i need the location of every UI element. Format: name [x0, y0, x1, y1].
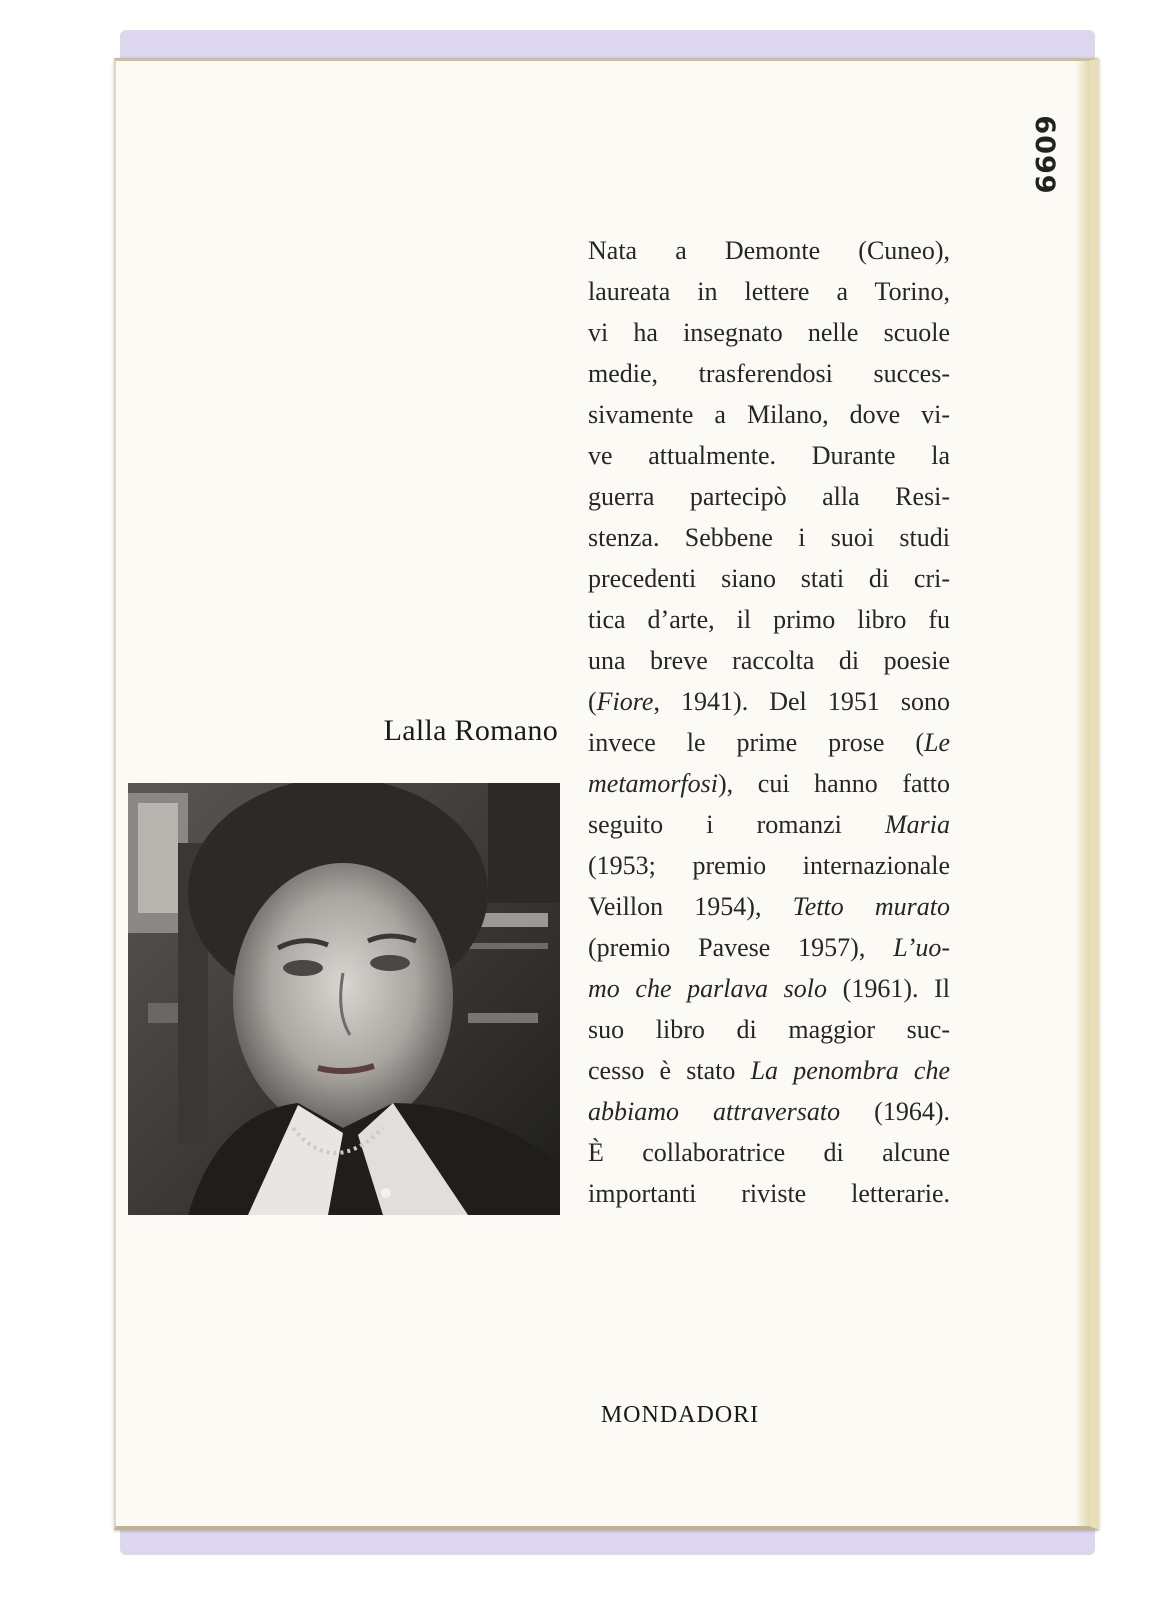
bio-text: (1953; premio internazionale [588, 851, 950, 880]
catalog-number: 6099 [1029, 115, 1061, 195]
bio-title-italic: Tetto murato [792, 892, 951, 921]
bio-text: cesso è stato [588, 1056, 751, 1085]
bio-text: guerra partecipò alla Resi- [588, 482, 950, 511]
bio-line [588, 394, 950, 435]
bio-line [588, 640, 950, 681]
bio-text: importanti riviste letterarie. [588, 1179, 950, 1208]
bio-text: vi ha insegnato nelle scuole [588, 318, 950, 347]
bio-line [588, 845, 950, 886]
bio-text: ), cui hanno fatto [718, 769, 950, 798]
bio-title-italic: Maria [885, 810, 950, 839]
bio-text: (1961). Il [827, 974, 950, 1003]
bio-text: È collaboratrice di alcune [588, 1138, 950, 1167]
bio-line [588, 763, 950, 804]
bio-line [588, 230, 950, 271]
bio-text: sivamente a Milano, dove vi- [588, 400, 950, 429]
bio-line [588, 558, 950, 599]
bio-text: ve attualmente. Durante la [588, 441, 950, 470]
bio-line [588, 1173, 950, 1214]
bio-line [588, 271, 950, 312]
publisher-name: MONDADORI [600, 1402, 760, 1428]
bio-text: suo libro di maggior suc- [588, 1015, 950, 1044]
cover-edge [1075, 61, 1089, 1526]
bio-line [588, 476, 950, 517]
bio-text: seguito i romanzi [588, 810, 885, 839]
author-biography [588, 230, 950, 1214]
bio-text: Nata a Demonte (Cuneo), [588, 236, 950, 265]
bio-line [588, 886, 950, 927]
bio-line [588, 804, 950, 845]
bio-title-italic: Fiore [596, 687, 654, 716]
bio-text: precedenti siano stati di cri- [588, 564, 950, 593]
bio-line [588, 968, 950, 1009]
bio-title-italic: La penombra che [750, 1056, 950, 1085]
bio-title-italic: metamorfosi [588, 769, 718, 798]
bio-line [588, 353, 950, 394]
bio-text: stenza. Sebbene i suoi studi [588, 523, 950, 552]
bio-title-italic: Le [924, 728, 950, 757]
bio-text: medie, trasferendosi succes- [588, 359, 950, 388]
author-name: Lalla Romano [383, 714, 558, 747]
bio-line [588, 681, 950, 722]
bio-text: (premio Pavese 1957), [588, 933, 894, 962]
bio-line [588, 435, 950, 476]
author-photo [128, 783, 560, 1215]
bio-line [588, 1132, 950, 1173]
bio-title-italic: abbiamo attraversato [588, 1097, 841, 1126]
bio-text: laureata in lettere a Torino, [588, 277, 950, 306]
bio-text: , 1941). Del 1951 sono [653, 687, 950, 716]
bio-line [588, 1009, 950, 1050]
portrait-image [128, 783, 560, 1215]
bio-line [588, 312, 950, 353]
bio-line [588, 722, 950, 763]
bio-text: Veillon 1954), [588, 892, 793, 921]
bio-title-italic: mo che parlava solo [588, 974, 828, 1003]
bio-line [588, 927, 950, 968]
bio-text: invece le prime prose ( [588, 728, 924, 757]
bio-title-italic: L’uo- [893, 933, 950, 962]
bio-line [588, 1050, 950, 1091]
bio-text: tica d’arte, il primo libro fu [588, 605, 950, 634]
bio-text: (1964). [840, 1097, 950, 1126]
bio-line [588, 599, 950, 640]
bio-line [588, 1091, 950, 1132]
bio-line [588, 517, 950, 558]
bio-text: una breve raccolta di poesie [588, 646, 950, 675]
bio-text: ( [588, 687, 597, 716]
